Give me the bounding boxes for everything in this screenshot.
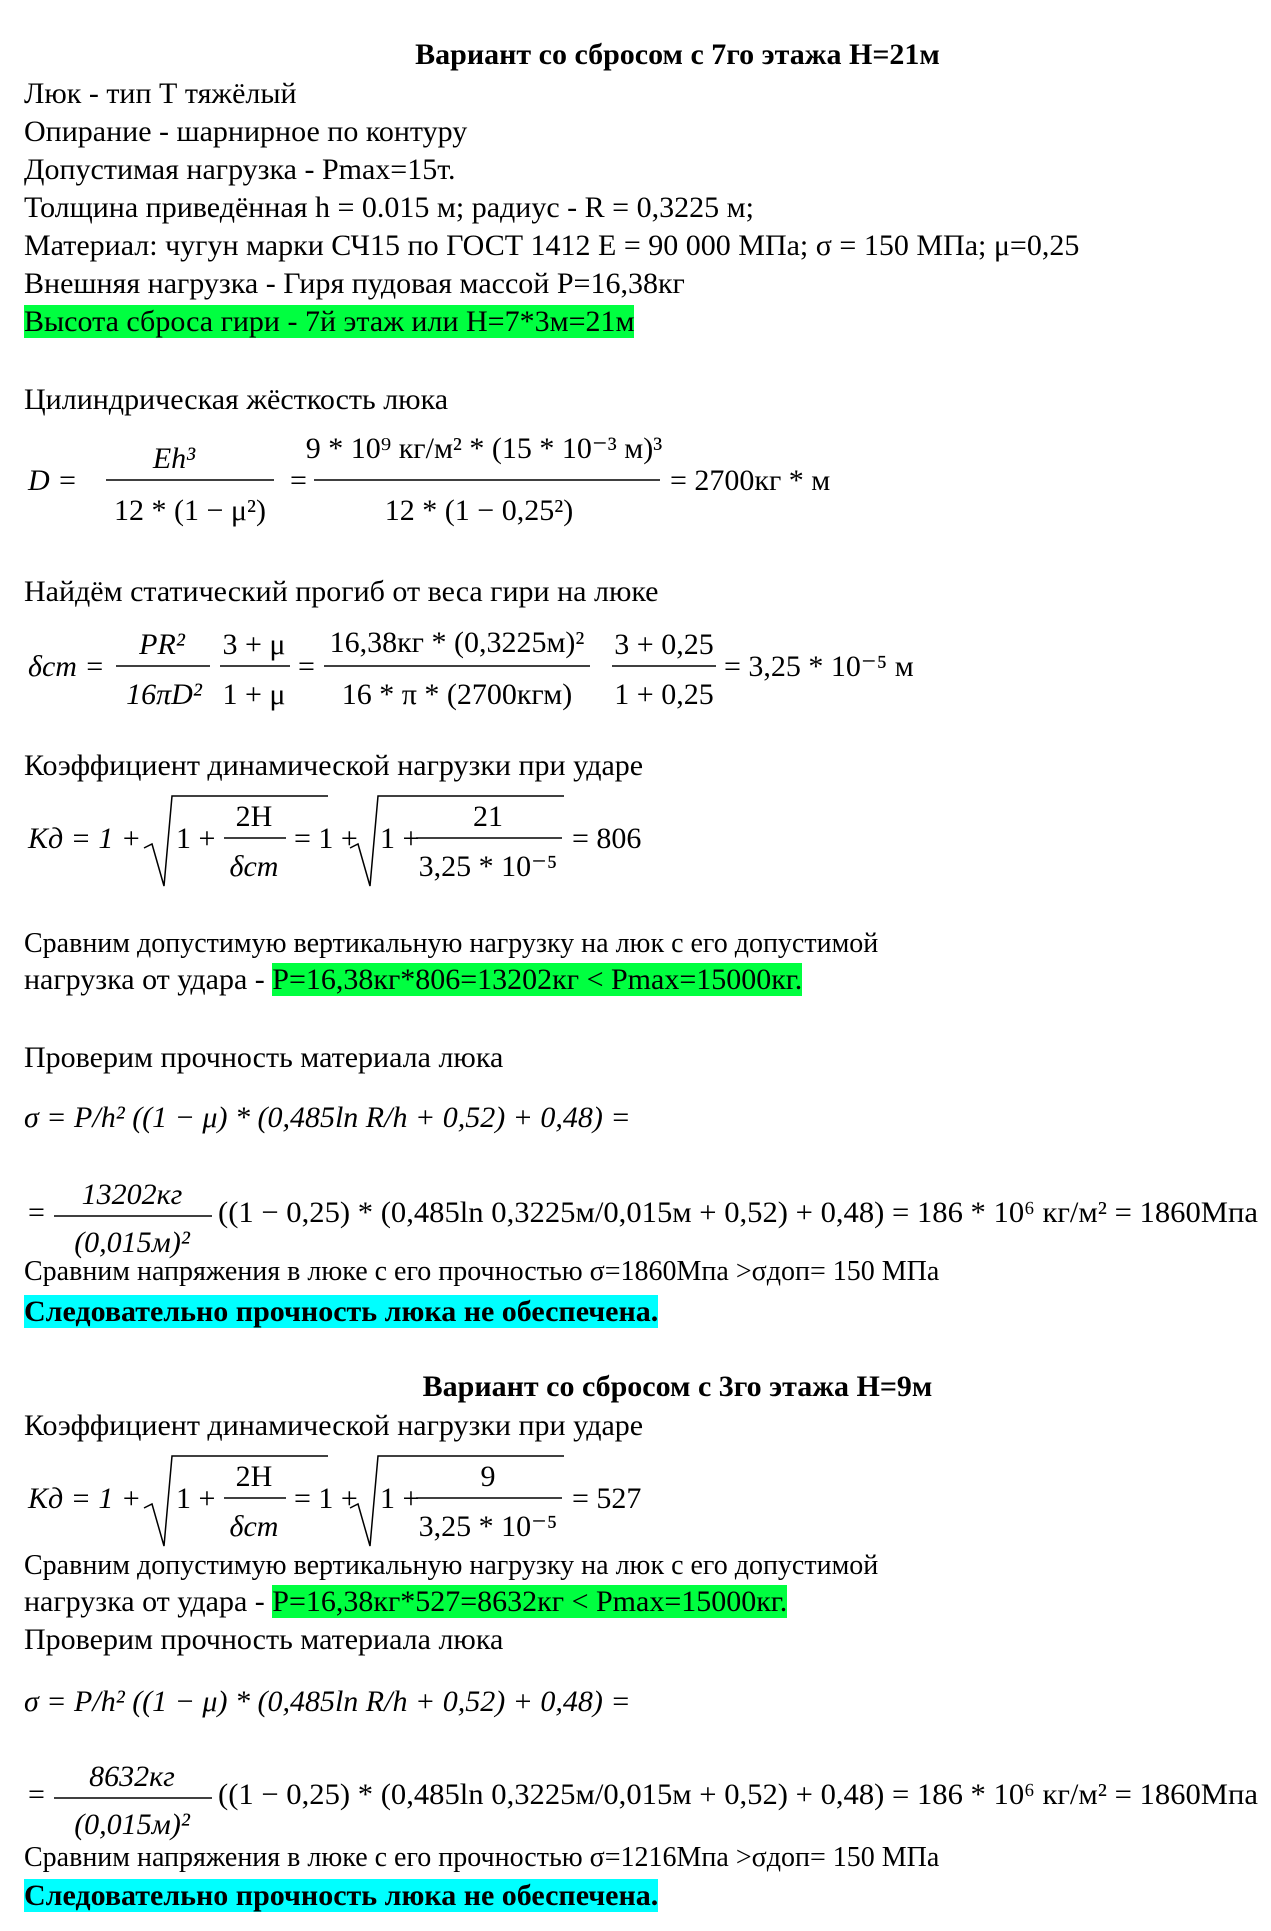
variant7-title: Вариант со сбросом с 7го этажа Н=21м xyxy=(415,38,940,71)
support-line: Опирание - шарнирное по контуру xyxy=(24,115,468,148)
deflection-num4: 3 + 0,25 xyxy=(614,628,714,661)
strength3-formula-2 xyxy=(24,1752,1264,1842)
dynamic3-den2: 3,25 * 10⁻⁵ xyxy=(418,1510,558,1543)
dynamic7-lhs: Kд = 1 + xyxy=(28,822,142,855)
stiffness-num1: Eh³ xyxy=(152,442,196,475)
strength-heading-7: Проверим прочность материала люка xyxy=(24,1041,504,1074)
svg-text:1 +: 1 + xyxy=(380,822,420,855)
thickness-radius-line: Толщина приведённая h = 0.015 м; радиус - R = 0,3225 м; xyxy=(24,191,754,224)
stiffness-formula xyxy=(24,424,924,534)
deflection-num2: 3 + μ xyxy=(222,628,286,661)
strength3-body: ((1 − 0,25) * (0,485ln 0,3225м/0,015м + 0,52) + 0,48) = 186 * 10⁶ кг/м² = 1860Мпа xyxy=(218,1778,1258,1811)
svg-text:1 +: 1 + xyxy=(176,822,216,855)
stiffness-heading: Цилиндрическая жёсткость люка xyxy=(24,383,449,416)
conclusion-7: Следовательно прочность люка не обеспечена. xyxy=(24,1295,659,1328)
compare-stress-7: Сравним напряжения в люке с его прочностью σ=1860Мпа >σдоп= 150 МПа xyxy=(24,1256,940,1287)
svg-text:= 1 +: = 1 + xyxy=(294,1482,358,1515)
drop-height-highlight: Высота сброса гири - 7й этаж или H=7*3м=21м xyxy=(24,305,635,338)
dynamic3-result: = 527 xyxy=(572,1482,642,1515)
strength-heading-3: Проверим прочность материала люка xyxy=(24,1623,504,1656)
compare7-highlight: P=16,38кг*806=13202кг < Pmax=15000кг. xyxy=(272,963,803,996)
svg-text:=: = xyxy=(28,1196,45,1229)
dynamic7-num1: 2H xyxy=(235,800,273,833)
hatch-type-line: Люк - тип Т тяжёлый xyxy=(24,77,297,110)
material-line: Материал: чугун марки СЧ15 по ГОСТ 1412 Е = 90 000 МПа; σ = 150 МПа; μ=0,25 xyxy=(24,229,1080,262)
dynamic3-num2: 9 xyxy=(480,1460,496,1493)
compare-load-7-line1: Сравним допустимую вертикальную нагрузку на люк с его допустимой xyxy=(24,928,879,959)
svg-text:1 +: 1 + xyxy=(380,1482,420,1515)
dynamic-heading-7: Коэффициент динамической нагрузки при ударе xyxy=(24,749,644,782)
strength7-formula-1: σ = P/h² ((1 − μ) * (0,485ln R/h + 0,52) + 0,48) = xyxy=(24,1101,631,1134)
compare-load-3-line1: Сравним допустимую вертикальную нагрузку на люк с его допустимой xyxy=(24,1550,879,1581)
compare3-prefix: нагрузка от удара - xyxy=(24,1585,273,1618)
deflection-lhs: δст = xyxy=(28,650,105,683)
deflection-den2: 1 + μ xyxy=(222,678,286,711)
dynamic7-num2: 21 xyxy=(473,800,503,833)
compare3-highlight: P=16,38кг*527=8632кг < Pmax=15000кг. xyxy=(272,1585,788,1618)
strength3-formula-1: σ = P/h² ((1 − μ) * (0,485ln R/h + 0,52) + 0,48) = xyxy=(24,1685,631,1718)
strength3-num: 8632кг xyxy=(89,1760,175,1793)
dynamic3-den1: δст xyxy=(229,1510,279,1543)
deflection-heading: Найдём статический прогиб от веса гири на люке xyxy=(24,575,659,608)
dynamic3-num1: 2H xyxy=(235,1460,273,1493)
deflection-result: = 3,25 * 10⁻⁵ м xyxy=(724,650,914,683)
stiffness-lhs: D = xyxy=(28,464,78,497)
dynamic-heading-3: Коэффициент динамической нагрузки при ударе xyxy=(24,1409,644,1442)
strength7-den: (0,015м)² xyxy=(74,1226,190,1259)
deflection-den3: 16 * π * (2700кгм) xyxy=(341,678,573,711)
conclusion-3: Следовательно прочность люка не обеспечена. xyxy=(24,1879,659,1912)
dynamic-formula-7 xyxy=(24,786,724,896)
compare-load-3-line2 xyxy=(24,1584,787,1620)
variant3-title: Вариант со сбросом с 3го этажа Н=9м xyxy=(422,1370,933,1403)
external-load-line: Внешняя нагрузка - Гиря пудовая массой Р=16,38кг xyxy=(24,267,685,300)
stiffness-result: = 2700кг * м xyxy=(670,464,831,497)
svg-text:=: = xyxy=(298,650,315,683)
conclusion-7-line xyxy=(24,1294,658,1330)
compare7-prefix: нагрузка от удара - xyxy=(24,963,273,996)
dynamic3-lhs: Kд = 1 + xyxy=(28,1482,142,1515)
stiffness-den1: 12 * (1 − μ²) xyxy=(114,494,266,527)
stiffness-den2: 12 * (1 − 0,25²) xyxy=(384,494,574,527)
allowed-load-line: Допустимая нагрузка - Pmax=15т. xyxy=(24,153,456,186)
stiffness-num2: 9 * 10⁹ кг/м² * (15 * 10⁻³ м)³ xyxy=(305,432,663,465)
compare-load-7-line2 xyxy=(24,962,802,998)
strength7-num: 13202кг xyxy=(81,1178,183,1211)
svg-text:=: = xyxy=(290,464,307,497)
compare-stress-3: Сравним напряжения в люке с его прочностью σ=1216Мпа >σдоп= 150 МПа xyxy=(24,1842,940,1873)
deflection-den4: 1 + 0,25 xyxy=(614,678,714,711)
dynamic7-den1: δст xyxy=(229,850,279,883)
strength3-den: (0,015м)² xyxy=(74,1808,190,1841)
deflection-den1: 16πD² xyxy=(126,678,202,711)
dynamic7-den2: 3,25 * 10⁻⁵ xyxy=(418,850,558,883)
dynamic7-result: = 806 xyxy=(572,822,642,855)
dynamic-formula-3 xyxy=(24,1446,724,1556)
svg-text:= 1 +: = 1 + xyxy=(294,822,358,855)
deflection-formula xyxy=(24,616,924,716)
strength7-body: ((1 − 0,25) * (0,485ln 0,3225м/0,015м + 0,52) + 0,48) = 186 * 10⁶ кг/м² = 1860Мпа xyxy=(218,1196,1258,1229)
drop-height-line xyxy=(24,304,634,340)
svg-text:=: = xyxy=(28,1778,45,1811)
conclusion-3-line xyxy=(24,1878,658,1914)
svg-text:1 +: 1 + xyxy=(176,1482,216,1515)
deflection-num1: PR² xyxy=(139,628,185,661)
strength7-formula-2 xyxy=(24,1170,1264,1260)
deflection-num3: 16,38кг * (0,3225м)² xyxy=(329,626,585,659)
